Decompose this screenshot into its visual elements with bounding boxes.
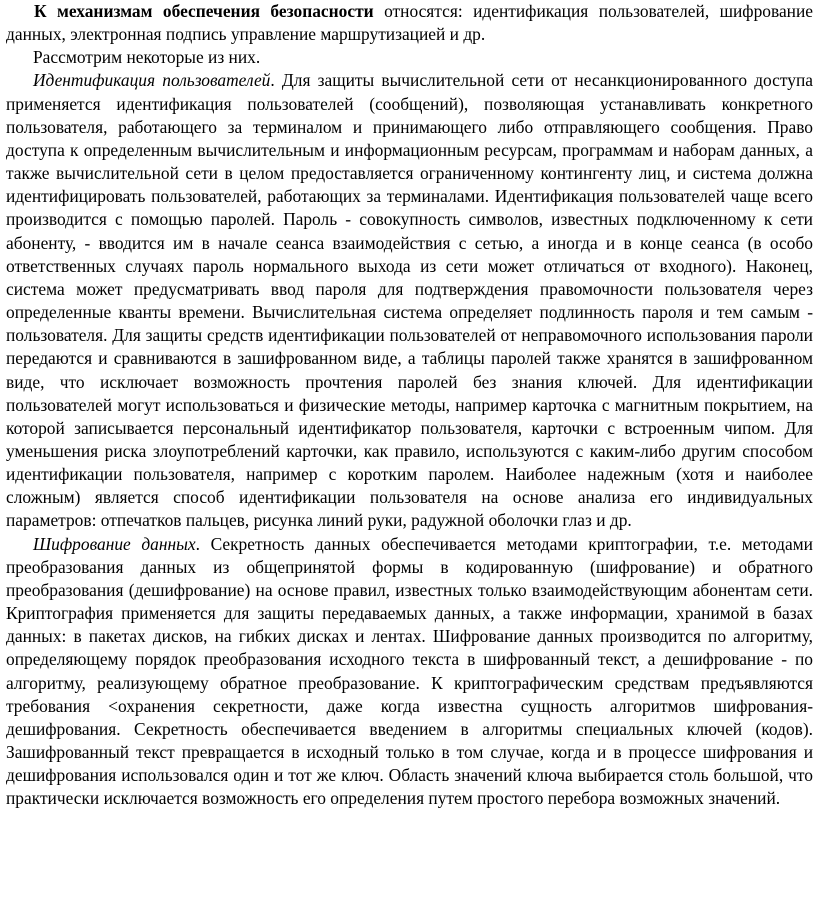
encryption-paragraph: [6, 533, 813, 811]
intro-text: относятся: идентификация пользователей, шифрование данных, электронная подпись управление маршрутизацией и др.: [6, 1, 813, 45]
consider-paragraph: Рассмотрим некоторые из них.: [33, 47, 261, 68]
identification-text: . Для защиты вычислительной сети от несанкционированного доступа применяется идентификация пользователей (сообщений), позволяющая устанавливать конкретного пользователя, работающего за терминалом и принимающего либо отправляющего сообщения. Право доступа к определенным вычислительным и информационным ресурсам, программам и наборам данных, а также вычислительной сети в целом предоставляется ограниченному контингенту лиц, и система должна идентифицировать пользователей, работающих за терминалами. Идентификация пользователей чаще всего производится с помощью паролей. Пароль - совокупность символов, известных подключенному к сети абоненту, - вводится им в начале сеанса взаимодействия с сетью, а иногда и в конце сеанса (в особо ответственных случаях пароль нормального выхода из сети может отличаться от входного). Наконец, система может предусматривать ввод пароля для подтверждения правомочности пользователя через определенные кванты времени. Вычислительная система определяет подлинность пароля и тем самым - пользователя. Для защиты средств идентификации пользователей от неправомочного использования пароли передаются и сравниваются в зашифрованном виде, а таблицы паролей также хранятся в зашифрованном виде, что исключает возможность прочтения паролей без знания ключей. Для идентификации пользователей могут использоваться и физические методы, например карточка с магнитным покрытием, на которой записывается персональный идентификатор пользователя, карточки с встроенным чипом. Для уменьшения риска злоупотреблений карточки, как правило, используются с каким-либо другим способом идентификации пользователя, например с коротким паролем. Наиболее надежным (хотя и наиболее сложным) является способ идентификации пользователя на основе анализа его индивидуальных параметров: отпечатков пальцев, рисунка линий руки, радужной оболочки глаз и др.: [6, 70, 813, 531]
identification-paragraph: [6, 69, 813, 532]
encryption-term: Шифрование данных: [33, 533, 196, 554]
security-mechanisms-term: К механизмам обеспечения безопасности: [34, 1, 374, 21]
intro-paragraph: [6, 0, 813, 46]
encryption-text: . Секретность данных обеспечивается методами криптографии, т.е. методами преобразования данных из общепринятой формы в кодированную (шифрование) и обратного преобразования (дешифрование) на основе правил, известных только взаимодействующим абонентам сети. Криптография применяется для защиты передаваемых данных, а также информации, хранимой в базах данных: в пакетах дисков, на гибких дисках и лентах. Шифрование данных производится по алгоритму, определяющему порядок преобразования исходного текста в шифрованный текст, а дешифрование - по алгоритму, реализующему обратное преобразование. К криптографическим средствам предъявляются требования <охранения секретности, даже когда известна сущность алгоритмов шифрования-дешифрования. Секретность обеспечивается введением в алгоритмы специальных ключей (кодов). Зашифрованный текст превращается в исходный только в том случае, когда и в процессе шифрования и дешифрования использовался один и тот же ключ. Область значений ключа выбирается столь большой, что практически исключается возможность его определения путем простого перебора возможных значений.: [6, 533, 813, 809]
identification-term: Идентификация пользователей: [33, 70, 271, 91]
